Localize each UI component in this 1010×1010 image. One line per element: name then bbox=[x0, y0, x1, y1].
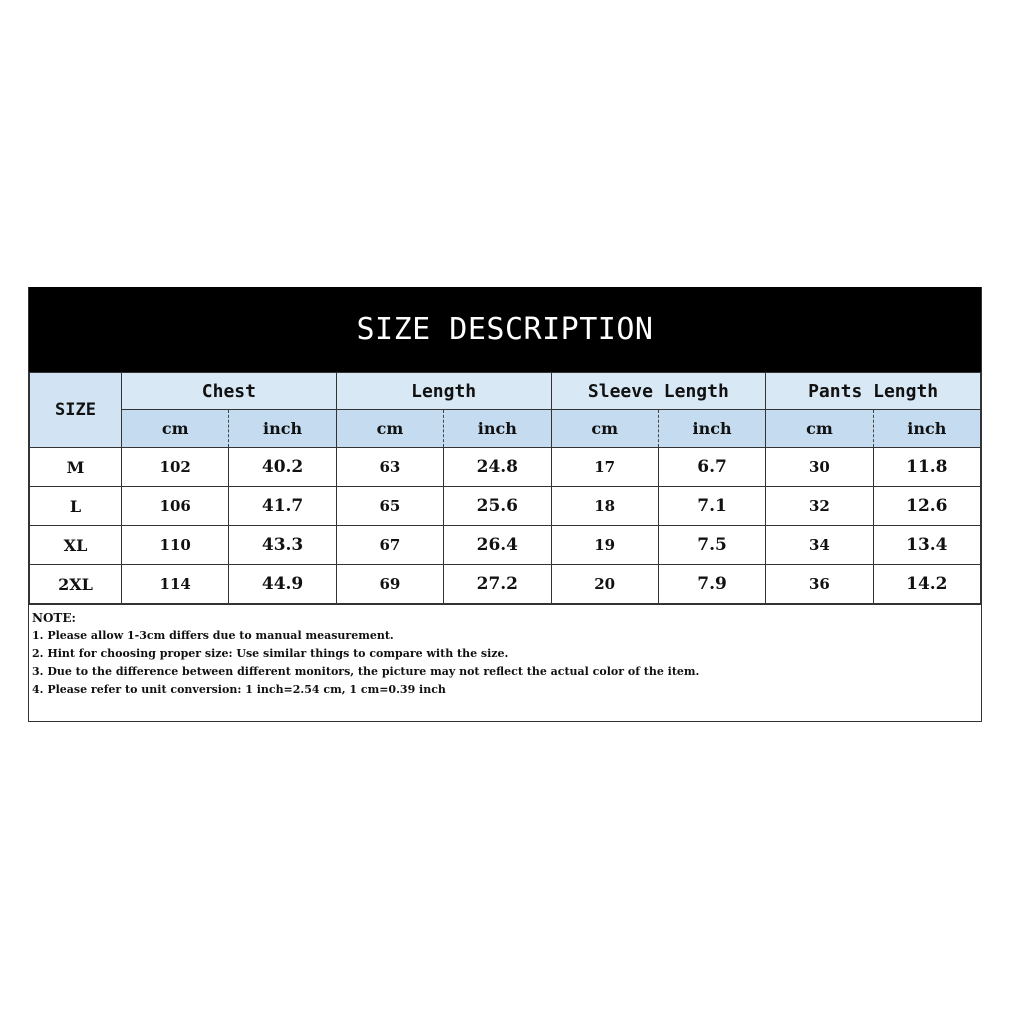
note-line: 4. Please refer to unit conversion: 1 inch=2.54 cm, 1 cm=0.39 inch bbox=[32, 683, 446, 696]
pants-length-header: Pants Length bbox=[766, 373, 981, 410]
length-cm-header: cm bbox=[336, 410, 443, 448]
sleeve-inch-value: 6.7 bbox=[658, 448, 765, 487]
sleeve-cm-value: 19 bbox=[551, 526, 658, 565]
chest-inch-value: 41.7 bbox=[229, 487, 336, 526]
chest-header: Chest bbox=[122, 373, 337, 410]
size-column-header: SIZE bbox=[30, 373, 122, 448]
sleeve-length-header: Sleeve Length bbox=[551, 373, 766, 410]
pants-inch-value: 13.4 bbox=[873, 526, 980, 565]
pants-cm-value: 32 bbox=[766, 487, 873, 526]
pants-inch-header: inch bbox=[873, 410, 980, 448]
size-label: L bbox=[30, 487, 122, 526]
length-cm-value: 65 bbox=[336, 487, 443, 526]
chest-cm-value: 114 bbox=[122, 565, 229, 604]
table-row bbox=[30, 565, 981, 604]
size-label: 2XL bbox=[30, 565, 122, 604]
pants-inch-value: 11.8 bbox=[873, 448, 980, 487]
length-inch-value: 26.4 bbox=[444, 526, 551, 565]
size-label: M bbox=[30, 448, 122, 487]
chest-cm-value: 106 bbox=[122, 487, 229, 526]
pants-cm-value: 30 bbox=[766, 448, 873, 487]
length-inch-value: 25.6 bbox=[444, 487, 551, 526]
pants-cm-header: cm bbox=[766, 410, 873, 448]
chest-cm-value: 110 bbox=[122, 526, 229, 565]
length-cm-value: 67 bbox=[336, 526, 443, 565]
chest-inch-value: 40.2 bbox=[229, 448, 336, 487]
sleeve-cm-value: 18 bbox=[551, 487, 658, 526]
size-chart-title: SIZE DESCRIPTION bbox=[29, 287, 981, 372]
sleeve-cm-value: 20 bbox=[551, 565, 658, 604]
length-inch-value: 24.8 bbox=[444, 448, 551, 487]
table-row bbox=[30, 448, 981, 487]
note-line: 3. Due to the difference between different monitors, the picture may not reflect the actual color of the item. bbox=[32, 665, 700, 678]
sleeve-cm-header: cm bbox=[551, 410, 658, 448]
length-inch-value: 27.2 bbox=[444, 565, 551, 604]
table-row bbox=[30, 526, 981, 565]
group-header-row bbox=[30, 373, 981, 410]
sleeve-cm-value: 17 bbox=[551, 448, 658, 487]
size-chart bbox=[28, 287, 982, 722]
sleeve-inch-value: 7.9 bbox=[658, 565, 765, 604]
sleeve-inch-value: 7.1 bbox=[658, 487, 765, 526]
pants-inch-value: 14.2 bbox=[873, 565, 980, 604]
chest-inch-header: inch bbox=[229, 410, 336, 448]
sleeve-inch-value: 7.5 bbox=[658, 526, 765, 565]
note-line: 2. Hint for choosing proper size: Use similar things to compare with the size. bbox=[32, 647, 509, 660]
pants-cm-value: 36 bbox=[766, 565, 873, 604]
table-row bbox=[30, 487, 981, 526]
sleeve-inch-header: inch bbox=[658, 410, 765, 448]
unit-header-row bbox=[30, 410, 981, 448]
size-label: XL bbox=[30, 526, 122, 565]
length-cm-value: 63 bbox=[336, 448, 443, 487]
size-table bbox=[29, 372, 981, 604]
length-inch-header: inch bbox=[444, 410, 551, 448]
pants-cm-value: 34 bbox=[766, 526, 873, 565]
length-header: Length bbox=[336, 373, 551, 410]
pants-inch-value: 12.6 bbox=[873, 487, 980, 526]
notes-title: NOTE: bbox=[32, 611, 76, 625]
chest-inch-value: 44.9 bbox=[229, 565, 336, 604]
chest-cm-header: cm bbox=[122, 410, 229, 448]
chest-inch-value: 43.3 bbox=[229, 526, 336, 565]
notes-section bbox=[29, 604, 981, 721]
note-line: 1. Please allow 1-3cm differs due to manual measurement. bbox=[32, 629, 394, 642]
chest-cm-value: 102 bbox=[122, 448, 229, 487]
length-cm-value: 69 bbox=[336, 565, 443, 604]
